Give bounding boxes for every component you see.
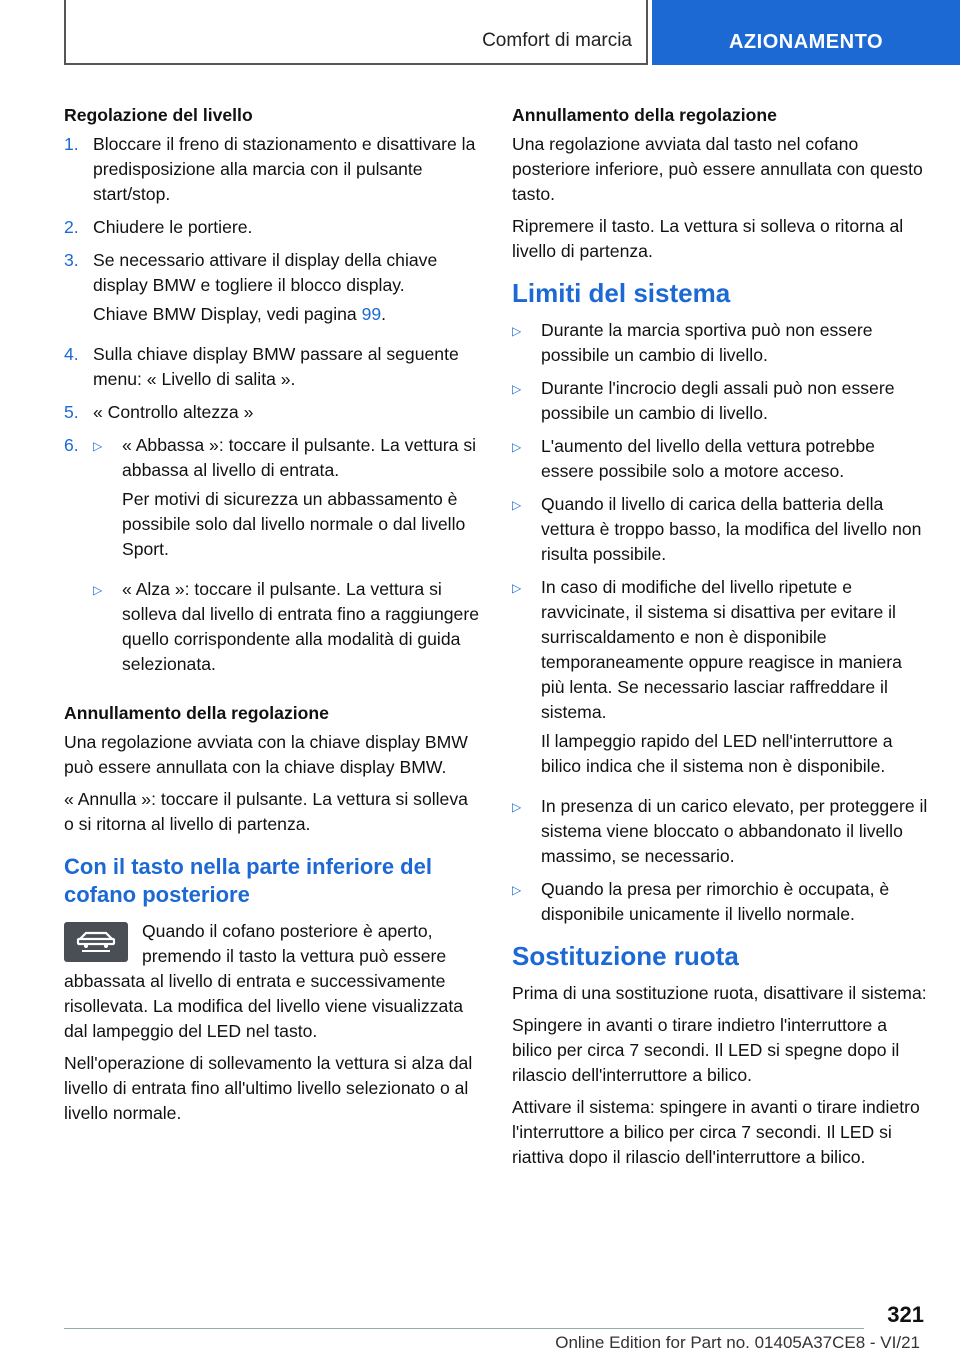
- step-number: 4.: [64, 344, 79, 364]
- right-column: [512, 103, 928, 1177]
- paragraph: « Annulla »: toccare il pulsante. La vettura si solleva o si ritorna al livello di partenza.: [64, 789, 468, 834]
- step-item: [64, 342, 480, 392]
- heading-annullamento-tasto: Annullamento della regolazione: [512, 105, 777, 125]
- heading-limiti: Limiti del sistema: [512, 278, 731, 308]
- step-note: [93, 302, 480, 327]
- paragraph: Nell'operazione di sollevamento la vettura si alza dal livello di entrata fino all'ultimo livello selezionato o al livello normale.: [64, 1053, 473, 1123]
- paragraph-text: Quando il cofano posteriore è aperto, premendo il tasto la vettura può essere abbassata al livello di entrata e successivamente risollevata. La modifica del livello viene visualizzata dal lampeggio del LED nel tasto.: [64, 921, 463, 1041]
- step-text: Sulla chiave display BMW passare al seguente menu: « Livello di salita ».: [93, 344, 459, 389]
- footer-divider: [64, 1328, 864, 1329]
- bullet-item: [512, 794, 928, 869]
- heading-regolazione: Regolazione del livello: [64, 105, 253, 125]
- step-text: « Controllo altezza »: [93, 402, 254, 422]
- step-number: 5.: [64, 402, 79, 422]
- triangle-right-icon: ▷: [512, 440, 522, 454]
- bullet-item: [512, 318, 928, 368]
- bullet-note: Per motivi di sicurezza un abbassamento è possibile solo dal livello normale o dal livello Sport.: [122, 489, 466, 559]
- step-text: Bloccare il freno di stazionamento e disattivare la predisposizione alla marcia con il pulsante start/stop.: [93, 134, 476, 204]
- paragraph: Attivare il sistema: spingere in avanti o tirare indietro l'interruttore a bilico per circa 7 secondi. Il LED si riattiva dopo il rilascio dell'interruttore a bilico.: [512, 1097, 920, 1167]
- header-chapter-title: AZIONAMENTO: [728, 31, 883, 53]
- header-chapter-tab[interactable]: [652, 0, 960, 65]
- heading-tasto: Con il tasto nella parte inferiore del cofano posteriore: [64, 854, 432, 907]
- header-section-box: [64, 0, 648, 65]
- bullet-text: Durante la marcia sportiva può non essere possibile un cambio di livello.: [541, 320, 873, 365]
- bullet-note: Il lampeggio rapido del LED nell'interruttore a bilico indica che il sistema non è disponibile.: [541, 731, 893, 776]
- bullet-text: « Abbassa »: toccare il pulsante. La vettura si abbassa al livello di entrata.: [122, 435, 477, 480]
- bullet-item: [512, 376, 928, 426]
- page-header: [64, 0, 960, 65]
- heading-annullamento: Annullamento della regolazione: [64, 703, 329, 723]
- step-item: [64, 248, 480, 334]
- bullet-text: L'aumento del livello della vettura potrebbe essere possibile solo a motore acceso.: [541, 436, 875, 481]
- triangle-right-icon: ▷: [512, 382, 522, 396]
- car-lower-icon: [64, 922, 128, 962]
- triangle-right-icon: ▷: [512, 800, 522, 814]
- triangle-right-icon: ▷: [93, 583, 103, 597]
- paragraph: Una regolazione avviata dal tasto nel cofano posteriore inferiore, può essere annullata con questo tasto.: [512, 134, 923, 204]
- triangle-right-icon: ▷: [93, 439, 103, 453]
- step-item: [64, 132, 480, 207]
- triangle-right-icon: ▷: [512, 324, 522, 338]
- paragraph: Una regolazione avviata con la chiave display BMW può essere annullata con la chiave display BMW.: [64, 732, 468, 777]
- step-number: 6.: [64, 435, 79, 455]
- bullet-item: [512, 575, 928, 786]
- paragraph: Spingere in avanti o tirare indietro l'interruttore a bilico per circa 7 secondi. Il LED si spegne dopo il rilascio dell'interruttore a bilico.: [512, 1015, 900, 1085]
- paragraph: Prima di una sostituzione ruota, disattivare il sistema:: [512, 983, 927, 1003]
- bullet-text: Quando la presa per rimorchio è occupata, è disponibile unicamente il livello normale.: [541, 879, 890, 924]
- page-link[interactable]: 99: [361, 304, 382, 324]
- bullet-text: In caso di modifiche del livello ripetute e ravvicinate, il sistema si disattiva per evitare il surriscaldamento e non è disponibile temporaneamente oppure reagisce in maniera più lenta. Se necessario lasciar raffreddare il sistema.: [541, 577, 902, 722]
- bullet-item: [512, 434, 928, 484]
- paragraph: Ripremere il tasto. La vettura si solleva o ritorna al livello di partenza.: [512, 216, 904, 261]
- step-number: 1.: [64, 134, 79, 154]
- step-item: [64, 215, 480, 240]
- bullet-item: [512, 877, 928, 927]
- bullet-item: [93, 577, 480, 677]
- page-number: 321: [887, 1302, 924, 1327]
- step-text: Se necessario attivare il display della chiave display BMW e togliere il blocco display.: [93, 250, 438, 295]
- bullet-item: [93, 433, 480, 569]
- triangle-right-icon: ▷: [512, 498, 522, 512]
- paragraph-with-icon: [64, 919, 480, 1044]
- bullet-text: Quando il livello di carica della batteria della vettura è troppo basso, la modifica del livello non risulta possibile.: [541, 494, 922, 564]
- step-number: 2.: [64, 217, 79, 237]
- step-item: [64, 400, 480, 425]
- step-text: Chiudere le portiere.: [93, 217, 253, 237]
- step-item: [64, 433, 480, 685]
- heading-sostituzione: Sostituzione ruota: [512, 941, 739, 971]
- triangle-right-icon: ▷: [512, 883, 522, 897]
- bullet-text: Durante l'incrocio degli assali può non essere possibile un cambio di livello.: [541, 378, 895, 423]
- footer-edition: Online Edition for Part no. 01405A37CE8 - VI/21: [555, 1333, 920, 1352]
- bullet-text: In presenza di un carico elevato, per proteggere il sistema viene bloccato o abbandonato il livello massimo, se necessario.: [541, 796, 928, 866]
- step-number: 3.: [64, 250, 79, 270]
- triangle-right-icon: ▷: [512, 581, 522, 595]
- bullet-item: [512, 492, 928, 567]
- step-note-suffix: .: [381, 304, 387, 324]
- bullet-text: « Alza »: toccare il pulsante. La vettura si solleva dal livello di entrata fino a raggiungere quello corrispondente alla modalità di guida selezionata.: [122, 579, 479, 674]
- header-section-title: Comfort di marcia: [482, 30, 632, 51]
- left-column: [64, 103, 480, 1133]
- step-note-text: Chiave BMW Display, vedi pagina: [93, 304, 362, 324]
